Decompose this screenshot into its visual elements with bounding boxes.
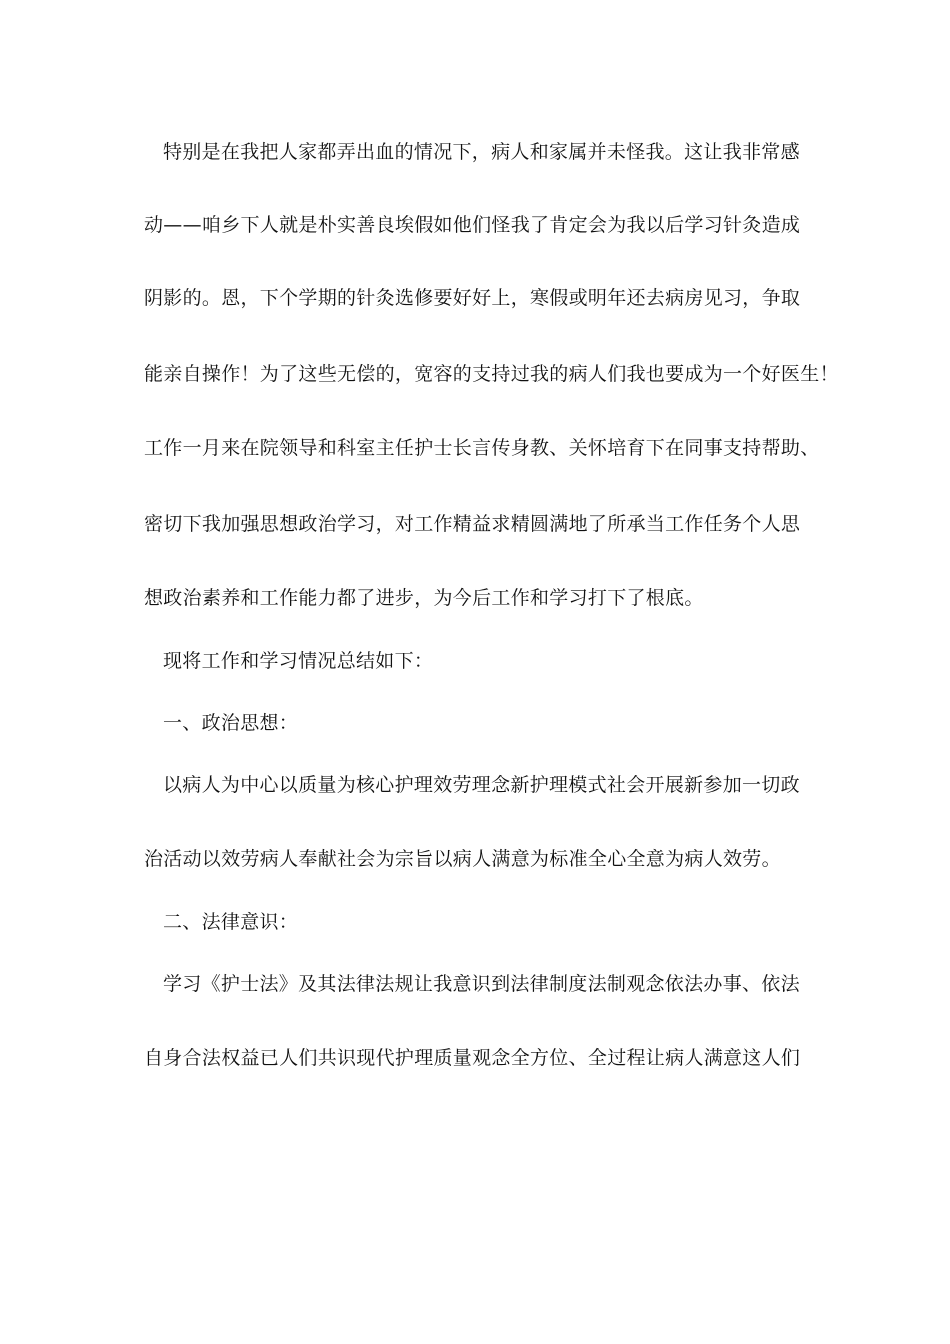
paragraph-line: 工作一月来在院领导和科室主任护士长言传身教、关怀培育下在同事支持帮助、 [144,437,820,459]
paragraph-line: 阴影的。恩，下个学期的针灸选修要好好上，寒假或明年还去病房见习，争取 [144,287,801,309]
paragraph-line: 以病人为中心以质量为核心护理效劳理念新护理模式社会开展新参加一切政 [163,774,800,796]
paragraph-line: 学习《护士法》及其法律法规让我意识到法律制度法制观念依法办事、依法 [163,973,800,995]
section-heading: 二、法律意识： [163,911,299,933]
paragraph-line: 密切下我加强思想政治学习，对工作精益求精圆满地了所承当工作任务个人思 [144,513,801,535]
paragraph-line: 特别是在我把人家都弄出血的情况下，病人和家属并未怪我。这让我非常感 [163,141,800,163]
paragraph-line: 现将工作和学习情况总结如下： [163,650,434,672]
paragraph-line: 想政治素养和工作能力都了进步，为今后工作和学习打下了根底。 [144,587,704,609]
paragraph-line: 动——咱乡下人就是朴实善良埃假如他们怪我了肯定会为我以后学习针灸造成 [144,214,801,236]
paragraph-line: 能亲自操作！为了这些无偿的，宽容的支持过我的病人们我也要成为一个好医生！ [144,363,839,385]
paragraph-line: 自身合法权益已人们共识现代护理质量观念全方位、全过程让病人满意这人们 [144,1047,801,1069]
paragraph-line: 治活动以效劳病人奉献社会为宗旨以病人满意为标准全心全意为病人效劳。 [144,848,781,870]
section-heading: 一、政治思想： [163,712,299,734]
